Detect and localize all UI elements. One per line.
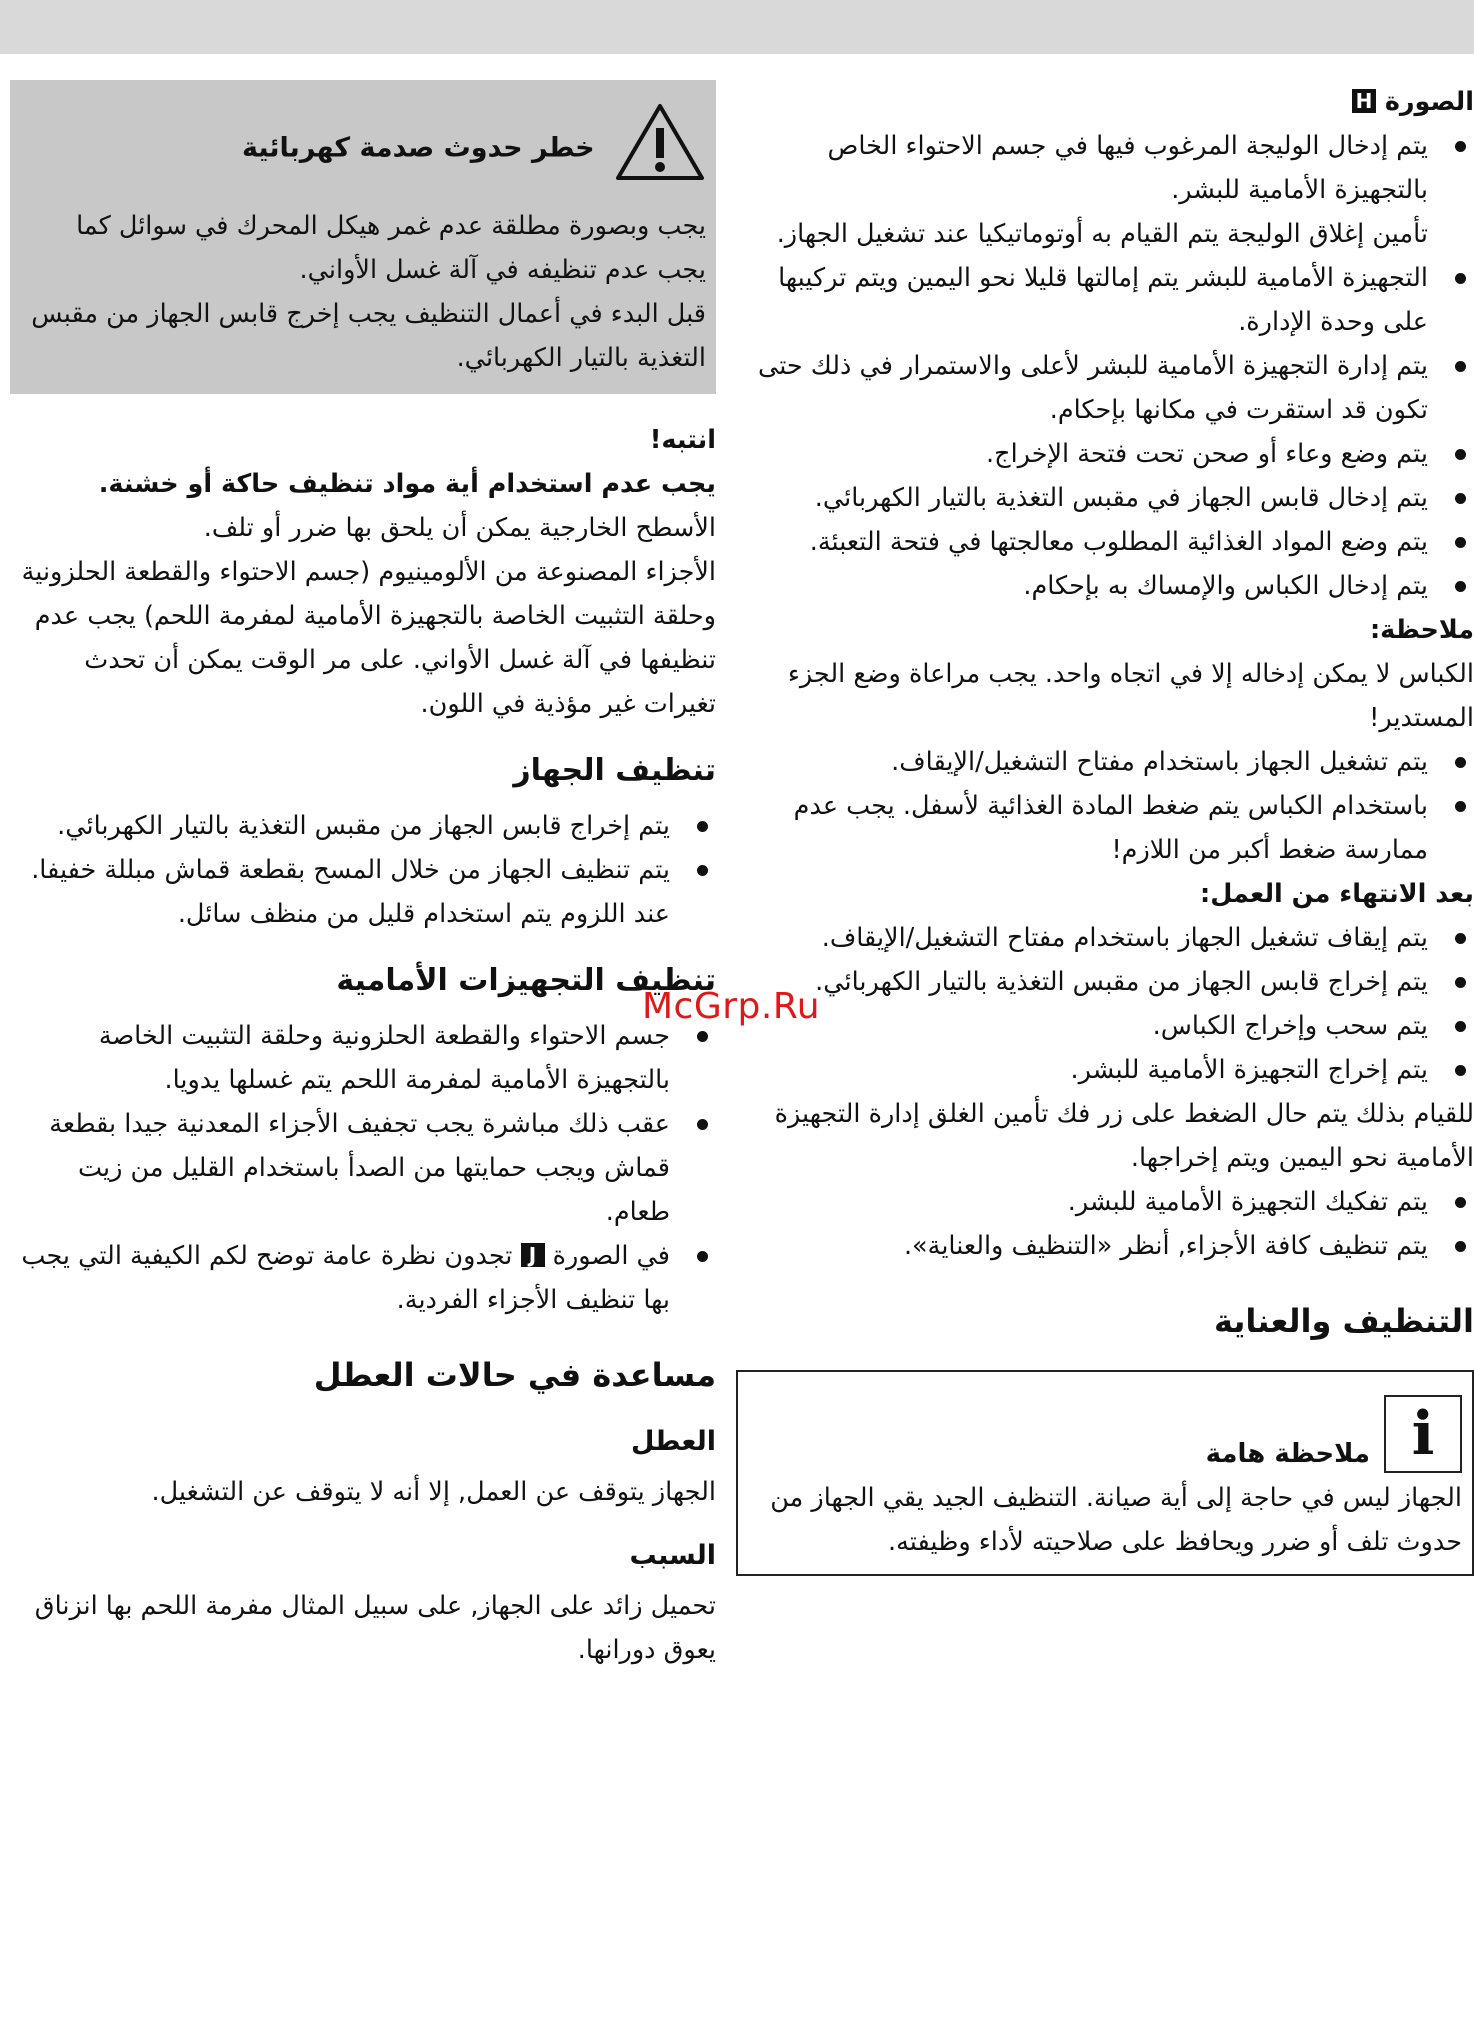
troubleshooting-heading: مساعدة في حالات العطل: [313, 1356, 716, 1394]
info-box: [736, 1370, 1474, 1576]
top-gray-bar: [0, 0, 1474, 54]
attachments-cleaning-steps: [10, 1014, 716, 1322]
list-item: عقب ذلك مباشرة يجب تجفيف الأجزاء المعدنية جيدا بقطعة قماش ويجب حمايتها من الصدأ باستخدام القليل من زيت طعام.: [10, 1102, 716, 1234]
device-cleaning-steps: [10, 804, 716, 936]
list-item: يتم إيقاف تشغيل الجهاز باستخدام مفتاح التشغيل/الإيقاف.: [736, 916, 1474, 960]
left-column: [10, 80, 716, 1672]
list-item: التجهيزة الأمامية للبشر يتم إمالتها قليلا نحو اليمين ويتم تركيبها على وحدة الإدارة.: [736, 256, 1474, 344]
list-item: يتم إدارة التجهيزة الأمامية للبشر لأعلى والاستمرار في ذلك حتى تكون قد استقرت في مكانها بإحكام.: [736, 344, 1474, 432]
cause-heading: السبب: [629, 1540, 716, 1571]
attachments-cleaning-heading: تنظيف التجهيزات الأمامية: [336, 963, 716, 998]
list-item: [10, 1234, 716, 1322]
device-cleaning-heading: تنظيف الجهاز: [513, 753, 716, 788]
operation-steps: [736, 740, 1474, 872]
list-item: يتم إخراج قابس الجهاز من مقبس التغذية بالتيار الكهربائي.: [736, 960, 1474, 1004]
list-item: يتم تشغيل الجهاز باستخدام مفتاح التشغيل/الإيقاف.: [736, 740, 1474, 784]
warning-text-1: يجب وبصورة مطلقة عدم غمر هيكل المحرك في سوائل كما يجب عدم تنظيفه في آلة غسل الأواني.: [76, 211, 706, 285]
figure-ref-before: في الصورة: [552, 1241, 670, 1271]
attention-text-1: الأسطح الخارجية يمكن أن يلحق بها ضرر أو تلف.: [203, 513, 716, 543]
warning-text-2: قبل البدء في أعمال التنظيف يجب إخرج قابس الجهاز من مقبس التغذية بالتيار الكهربائي.: [31, 299, 706, 373]
info-text: الجهاز ليس في حاجة إلى أية صيانة. التنظيف الجيد يقي الجهاز من حدوث تلف أو ضرر ويحافظ على صلاحيته لأداء وظيفته.: [770, 1483, 1462, 1557]
lock-note: تأمين إغلاق الوليجة يتم القيام به أوتوماتيكيا عند تشغيل الجهاز.: [776, 219, 1428, 249]
warning-triangle-icon: [614, 102, 706, 196]
attention-text-2: الأجزاء المصنوعة من الألومينيوم (جسم الاحتواء والقطعة الحلزونية وحلقة التثبيت الخاصة بالتجهيزة الأمامية لمفرمة اللحم) يجب عدم تنظيفها في آلة غسل الأواني. على مر الوقت يمكن أن تحدث تغيرات غير مؤذية في اللون.: [21, 557, 716, 719]
after-work-steps-2: [736, 1180, 1474, 1268]
list-item: يتم إخراج قابس الجهاز من مقبس التغذية بالتيار الكهربائي.: [10, 804, 716, 848]
info-title: ملاحظة هامة: [1205, 1439, 1370, 1469]
list-item: يتم إدخال الوليجة المرغوب فيها في جسم الاحتواء الخاص بالتجهيزة الأمامية للبشر.: [736, 124, 1474, 212]
note-text: الكباس لا يمكن إدخاله إلا في اتجاه واحد. يجب مراعاة وضع الجزء المستدير!: [787, 659, 1474, 733]
watermark: McGrp.Ru: [642, 986, 821, 1027]
list-item: يتم إدخال قابس الجهاز في مقبس التغذية بالتيار الكهربائي.: [736, 476, 1474, 520]
warning-title-row: [22, 102, 706, 196]
assembly-steps-2: [736, 256, 1474, 608]
figure-ref-after: تجدون نظرة عامة توضح لكم الكيفية التي يجب بها تنظيف الأجزاء الفردية.: [21, 1241, 670, 1315]
right-column: [736, 80, 1474, 1576]
cause-text: تحميل زائد على الجهاز, على سبيل المثال مفرمة اللحم بها انزناق يعوق دورانها.: [34, 1591, 716, 1665]
info-header: [750, 1392, 1462, 1476]
attention-title: انتبه!: [649, 425, 716, 455]
list-item: يتم تفكيك التجهيزة الأمامية للبشر.: [736, 1180, 1474, 1224]
list-item: يتم تنظيف الجهاز من خلال المسح بقطعة قماش مبللة خفيفا. عند اللزوم يتم استخدام قليل من منظف سائل.: [10, 848, 716, 936]
warning-title: خطر حدوث صدمة كهربائية: [241, 132, 595, 164]
figure-letter-badge: J: [521, 1243, 545, 1267]
info-icon: i: [1384, 1395, 1462, 1473]
figure-letter-badge: H: [1352, 89, 1376, 113]
after-work-title: بعد الانتهاء من العمل:: [1200, 879, 1474, 909]
fault-text: الجهاز يتوقف عن العمل, إلا أنه لا يتوقف عن التشغيل.: [151, 1477, 716, 1507]
assembly-steps: [736, 124, 1474, 212]
list-item: يتم إدخال الكباس والإمساك به بإحكام.: [736, 564, 1474, 608]
figure-label: الصورة: [1384, 87, 1474, 117]
list-item: باستخدام الكباس يتم ضغط المادة الغذائية لأسفل. يجب عدم ممارسة ضغط أكبر من اللازم!: [736, 784, 1474, 872]
list-item: جسم الاحتواء والقطعة الحلزونية وحلقة التثبيت الخاصة بالتجهيزة الأمامية لمفرمة اللحم يتم غسلها يدويا.: [10, 1014, 716, 1102]
care-heading: التنظيف والعناية: [1213, 1302, 1474, 1340]
release-note: للقيام بذلك يتم حال الضغط على زر فك تأمين الغلق إدارة التجهيزة الأمامية نحو اليمين ويتم إخراجها.: [774, 1099, 1474, 1173]
attention-bold: يجب عدم استخدام أية مواد تنظيف حاكة أو خشنة.: [98, 469, 716, 499]
after-work-steps: [736, 916, 1474, 1092]
figure-caption: [736, 80, 1474, 124]
list-item: يتم إخراج التجهيزة الأمامية للبشر.: [736, 1048, 1474, 1092]
note-title: ملاحظة:: [1369, 615, 1474, 645]
warning-box: [10, 80, 716, 394]
fault-heading: العطل: [630, 1426, 716, 1457]
list-item: يتم سحب وإخراج الكباس.: [736, 1004, 1474, 1048]
list-item: يتم وضع المواد الغذائية المطلوب معالجتها في فتحة التعبئة.: [736, 520, 1474, 564]
list-item: يتم وضع وعاء أو صحن تحت فتحة الإخراج.: [736, 432, 1474, 476]
list-item: يتم تنظيف كافة الأجزاء, أنظر «التنظيف والعناية».: [736, 1224, 1474, 1268]
